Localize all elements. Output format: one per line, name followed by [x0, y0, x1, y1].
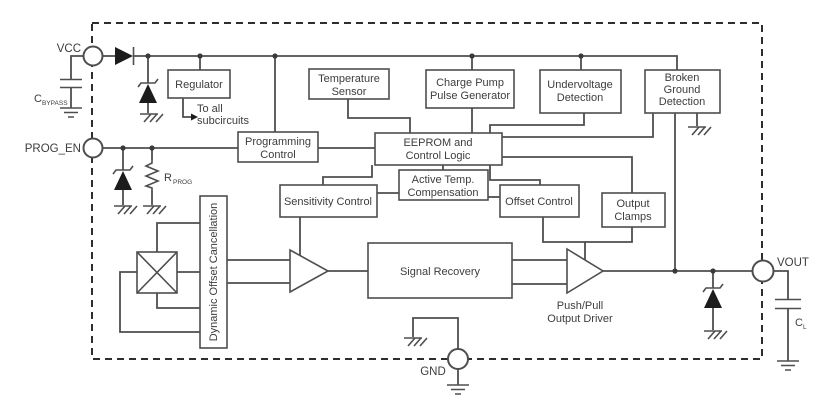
component-label-sub: BYPASS: [42, 100, 68, 107]
block-label: Clamps: [614, 211, 652, 223]
block-active-temp-compensation: [399, 170, 488, 200]
wire-hall-top: [157, 223, 200, 252]
earth-ground-icon: [777, 361, 799, 370]
chassis-ground-icon: [688, 127, 711, 135]
block-label: Detection: [658, 96, 706, 108]
wire-gnd-internal: [413, 318, 458, 349]
junction-dot: [469, 53, 474, 58]
vcc-label: VCC: [56, 43, 81, 55]
block-programming-control: [238, 132, 318, 162]
junction-dot: [145, 53, 150, 58]
gnd-pin: [448, 349, 468, 369]
diode-icon: [115, 47, 134, 65]
vout-label: VOUT: [777, 257, 809, 269]
block-output-clamps: [602, 193, 665, 227]
block-label: Control: [260, 149, 296, 161]
block-label: Programming: [244, 136, 312, 148]
junction-dot: [710, 268, 715, 273]
block-signal-recovery: [368, 243, 512, 298]
block-label: Sensitivity Control: [283, 196, 373, 208]
block-label: Dynamic Offset Cancellation: [208, 202, 220, 342]
block-label: Regulator: [175, 79, 223, 91]
wire-hall-bottom: [157, 293, 200, 308]
wire-cbypass-top: [71, 56, 84, 79]
wire-clamps-driver: [585, 227, 632, 242]
capacitor-icon: [60, 80, 82, 88]
amplifier-icon: [290, 250, 328, 292]
gnd-label: GND: [420, 366, 446, 378]
block-label: Ground: [663, 84, 701, 96]
component-label: C: [795, 317, 803, 329]
component-label-sub: PROG: [173, 179, 193, 186]
annotation-label: Output Driver: [547, 313, 613, 325]
block-label: Pulse Generator: [429, 90, 511, 102]
block-label: Offset Control: [505, 196, 573, 208]
wire-tempsensor-eeprom: [348, 99, 410, 133]
block-label: Charge Pump: [436, 77, 504, 89]
block-broken-ground-detection: [645, 70, 720, 113]
junction-dot: [578, 53, 583, 58]
block-label: Sensor: [331, 86, 367, 98]
block-box: [426, 70, 514, 108]
block-undervoltage-detection: [540, 70, 621, 113]
diode-triangle: [115, 47, 133, 65]
zener-diode-icon: [138, 79, 158, 103]
block-label: Control Logic: [405, 150, 471, 162]
block-offset-control: [500, 185, 579, 217]
zener-triangle: [139, 84, 157, 103]
wire-vcc-rail: [134, 56, 677, 70]
resistor-icon: [146, 160, 158, 190]
vout-pin: [753, 261, 774, 282]
block-eeprom-control-logic: [375, 133, 502, 165]
push-pull-label: [547, 300, 613, 325]
wire-eeprom-sensitivity: [323, 165, 372, 185]
wire-eeprom-offset: [490, 165, 540, 185]
block-label: Signal Recovery: [399, 266, 481, 278]
junction-dot: [272, 53, 277, 58]
capacitor-icon: [775, 300, 801, 309]
block-label: Broken: [664, 72, 700, 84]
zener-triangle: [704, 289, 722, 308]
prog-en-pin: [84, 139, 103, 158]
zener-diode-icon: [113, 166, 133, 190]
r-prog-label: [164, 172, 192, 186]
annotation-label: To all: [197, 103, 223, 115]
block-label: EEPROM and: [403, 137, 473, 149]
block-label: Active Temp.: [411, 174, 475, 186]
zener-triangle: [114, 171, 132, 190]
chassis-ground-icon: [114, 206, 137, 214]
block-label: Compensation: [407, 187, 479, 199]
c-bypass-label: [34, 93, 68, 107]
block-label: Undervoltage: [547, 79, 613, 91]
component-label-sub: L: [803, 324, 807, 331]
chassis-ground-icon: [704, 331, 727, 339]
block-label: Temperature: [318, 73, 380, 85]
block-label: Detection: [556, 92, 604, 104]
c-l-label: [795, 317, 807, 331]
chassis-ground-icon: [140, 114, 163, 122]
wire-undervoltage-eeprom: [490, 113, 584, 133]
junction-dot: [197, 53, 202, 58]
block-dynamic-offset-cancellation: [200, 196, 227, 348]
junction-dot: [672, 268, 677, 273]
earth-ground-icon: [60, 108, 82, 117]
wire-cl-top: [774, 271, 788, 299]
block-label: Output: [616, 198, 650, 210]
vcc-pin: [84, 47, 103, 66]
earth-ground-icon: [447, 385, 469, 394]
hall-element-icon: [137, 252, 177, 293]
junction-dot: [120, 145, 125, 150]
block-sensitivity-control: [280, 185, 377, 217]
component-label: C: [34, 93, 42, 105]
prog-en-label: PROG_EN: [24, 143, 81, 155]
regulator-note: [197, 103, 249, 127]
block-charge-pump: [426, 70, 514, 108]
junction-dot: [149, 145, 154, 150]
chassis-ground-icon: [143, 206, 166, 214]
block-regulator: [168, 70, 230, 98]
wire-regulator-note: [183, 98, 192, 117]
annotation-label: subcircuits: [197, 115, 249, 127]
component-label: R: [164, 172, 172, 184]
block-temperature-sensor: [309, 69, 389, 99]
annotation-label: Push/Pull: [556, 300, 604, 312]
chassis-ground-icon: [404, 338, 427, 346]
zener-diode-icon: [703, 284, 723, 308]
